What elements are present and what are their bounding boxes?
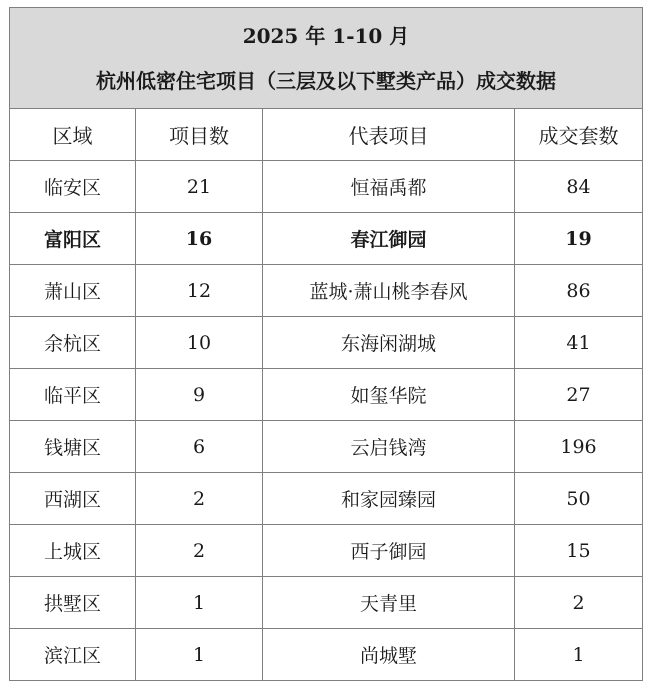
cell-district: 富阳区 [10,213,136,265]
cell-district: 西湖区 [10,473,136,525]
table-row [10,421,643,473]
cell-district: 临平区 [10,369,136,421]
cell-representative-project: 西子御园 [263,525,515,577]
table-row [10,369,643,421]
cell-district: 余杭区 [10,317,136,369]
cell-district: 萧山区 [10,265,136,317]
column-header-units-sold: 成交套数 [515,109,643,161]
cell-district: 钱塘区 [10,421,136,473]
cell-project-count: 10 [136,317,263,369]
table-row [10,265,643,317]
table-row [10,317,643,369]
cell-project-count: 2 [136,525,263,577]
cell-district: 滨江区 [10,629,136,681]
cell-units-sold: 1 [515,629,643,681]
table-frame [9,7,642,679]
cell-representative-project: 恒福禹都 [263,161,515,213]
cell-units-sold: 19 [515,213,643,265]
cell-units-sold: 2 [515,577,643,629]
cell-representative-project: 如玺华院 [263,369,515,421]
column-header-district: 区域 [10,109,136,161]
cell-units-sold: 84 [515,161,643,213]
cell-project-count: 16 [136,213,263,265]
cell-representative-project: 尚城墅 [263,629,515,681]
cell-representative-project: 天青里 [263,577,515,629]
column-header-project-count: 项目数 [136,109,263,161]
cell-units-sold: 41 [515,317,643,369]
cell-project-count: 9 [136,369,263,421]
cell-representative-project: 和家园臻园 [263,473,515,525]
cell-project-count: 6 [136,421,263,473]
cell-units-sold: 27 [515,369,643,421]
cell-project-count: 1 [136,629,263,681]
cell-representative-project: 云启钱湾 [263,421,515,473]
cell-representative-project: 春江御园 [263,213,515,265]
table-row [10,525,643,577]
transaction-data-table [9,7,643,681]
table-row [10,629,643,681]
table-title-subject: 杭州低密住宅项目（三层及以下墅类产品）成交数据 [96,68,556,93]
table-body [10,161,643,681]
cell-units-sold: 15 [515,525,643,577]
cell-district: 拱墅区 [10,577,136,629]
cell-district: 临安区 [10,161,136,213]
cell-project-count: 1 [136,577,263,629]
cell-district: 上城区 [10,525,136,577]
table-title-period: 2025 年 1-10 月 [242,23,410,48]
table-title-cell [10,8,643,109]
column-header-representative-project: 代表项目 [263,109,515,161]
table-row [10,577,643,629]
header-row [10,109,643,161]
table-row [10,473,643,525]
cell-units-sold: 50 [515,473,643,525]
cell-project-count: 12 [136,265,263,317]
cell-units-sold: 86 [515,265,643,317]
cell-project-count: 2 [136,473,263,525]
table-row [10,213,643,265]
table-row [10,161,643,213]
cell-units-sold: 196 [515,421,643,473]
cell-representative-project: 蓝城·萧山桃李春风 [263,265,515,317]
cell-project-count: 21 [136,161,263,213]
cell-representative-project: 东海闲湖城 [263,317,515,369]
